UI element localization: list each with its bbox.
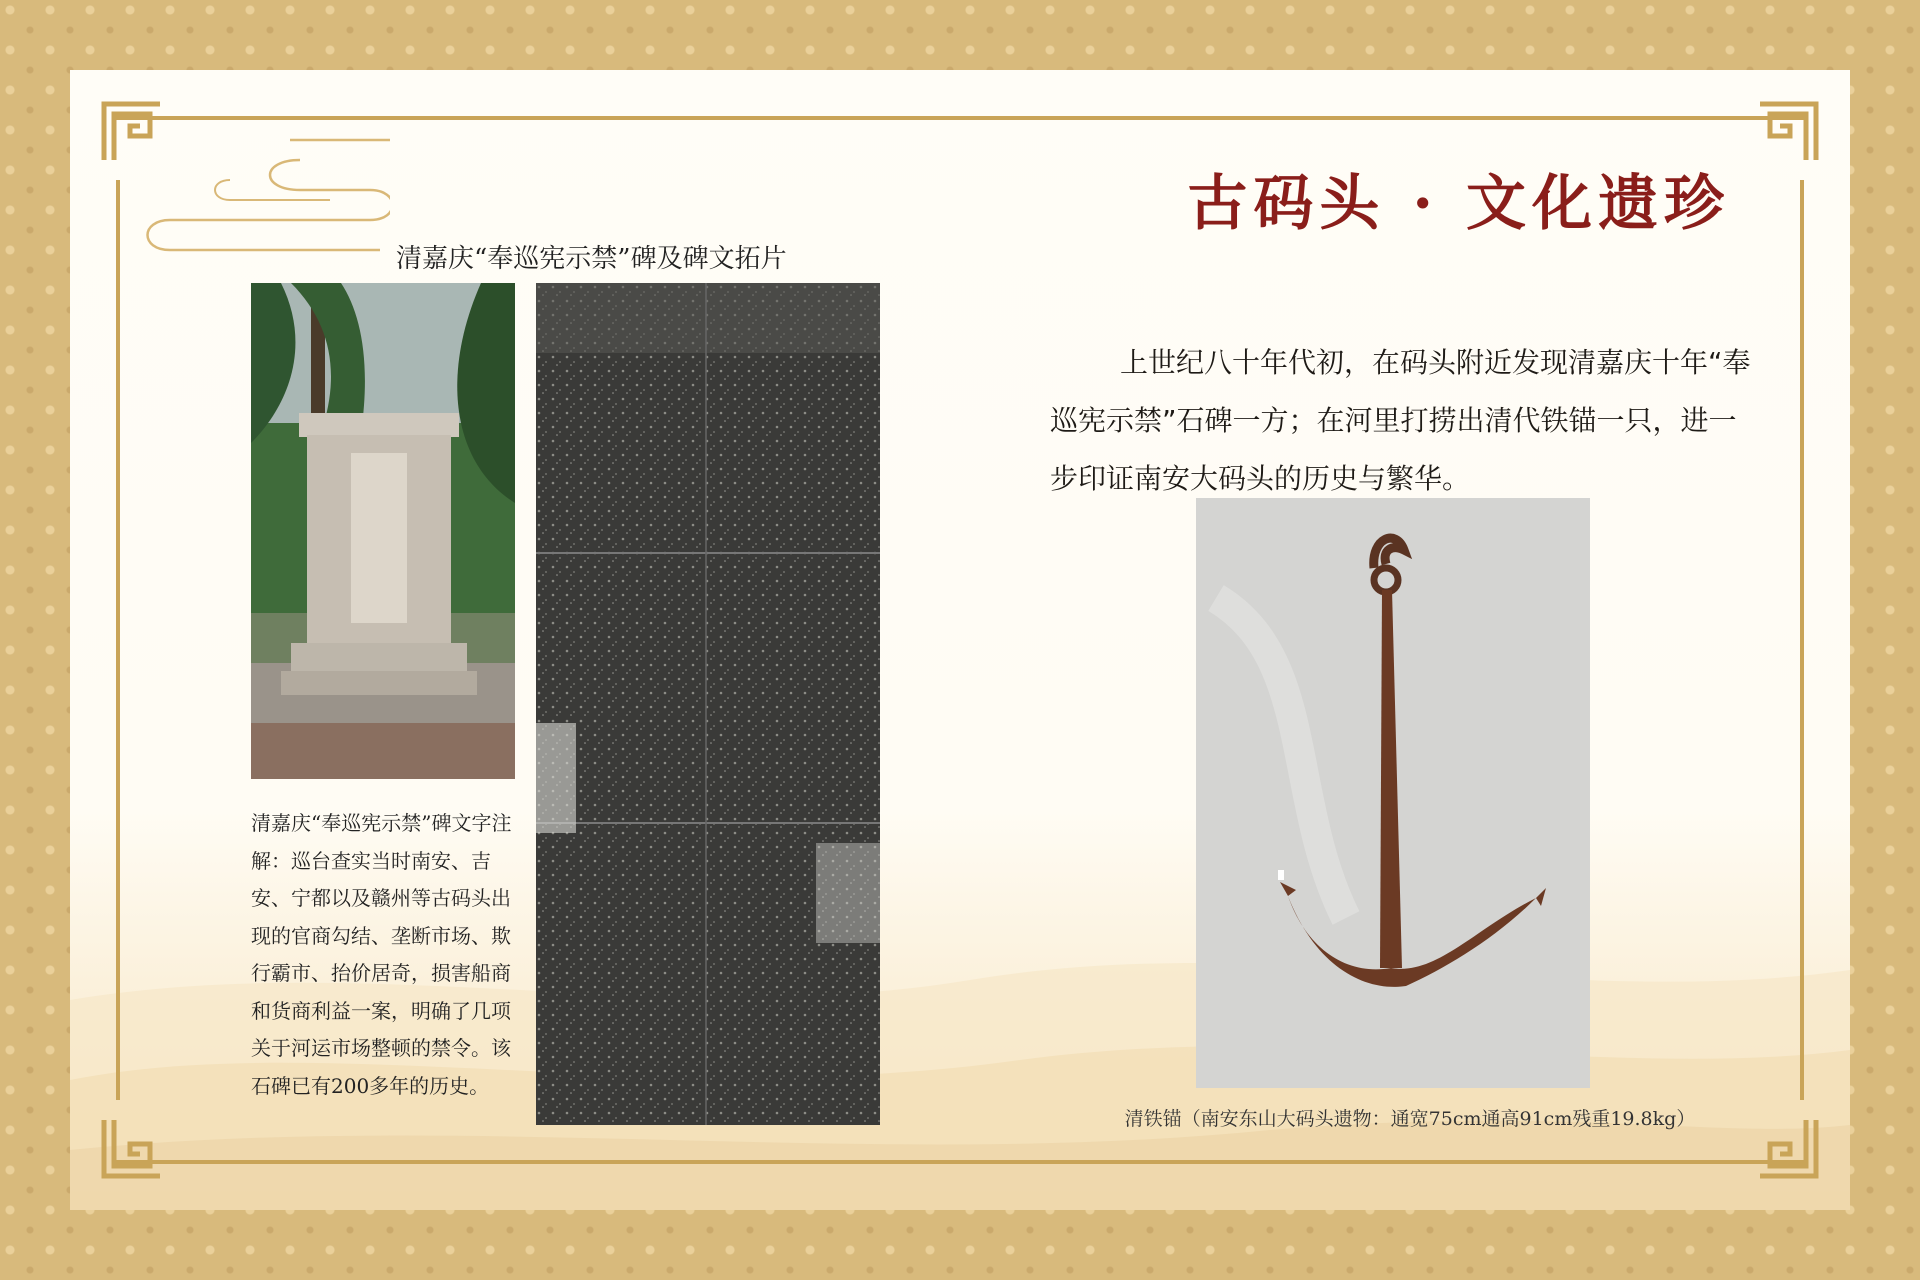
cloud-ornament — [130, 130, 390, 270]
frame-right-line — [1800, 180, 1804, 1100]
stele-annotation: 清嘉庆“奉巡宪示禁”碑文字注解：巡台查实当时南安、吉安、宁都以及赣州等古码头出现的官商勾结、垄断市场、欺行霸市、抬价居奇，损害船商和货商利益一案，明确了几项关于河运市场整顿的禁令。该石碑已有200多年的历史。 — [251, 811, 512, 1098]
stele-photo — [251, 283, 515, 779]
corner-ornament-bottom-left — [100, 1116, 164, 1180]
stele-rubbing-image — [536, 283, 880, 1125]
anchor-caption: 清铁锚（南安东山大码头遗物：通宽75cm通高91cm残重19.8kg） — [1124, 1108, 1696, 1130]
exhibit-panel — [70, 70, 1850, 1210]
frame-left-line — [116, 180, 120, 1100]
corner-ornament-bottom-right — [1756, 1116, 1820, 1180]
intro-paragraph: 上世纪八十年代初，在码头附近发现清嘉庆十年“奉巡宪示禁”石碑一方；在河里打捞出清代铁锚一只，进一步印证南安大码头的历史与繁华。 — [1050, 346, 1751, 495]
page-title: 古码头 · 文化遗珍 — [1187, 169, 1730, 239]
corner-ornament-top-right — [1756, 100, 1820, 164]
iron-anchor-photo — [1196, 498, 1590, 1088]
stele-caption: 清嘉庆“奉巡宪示禁”碑及碑文拓片 — [396, 244, 787, 274]
